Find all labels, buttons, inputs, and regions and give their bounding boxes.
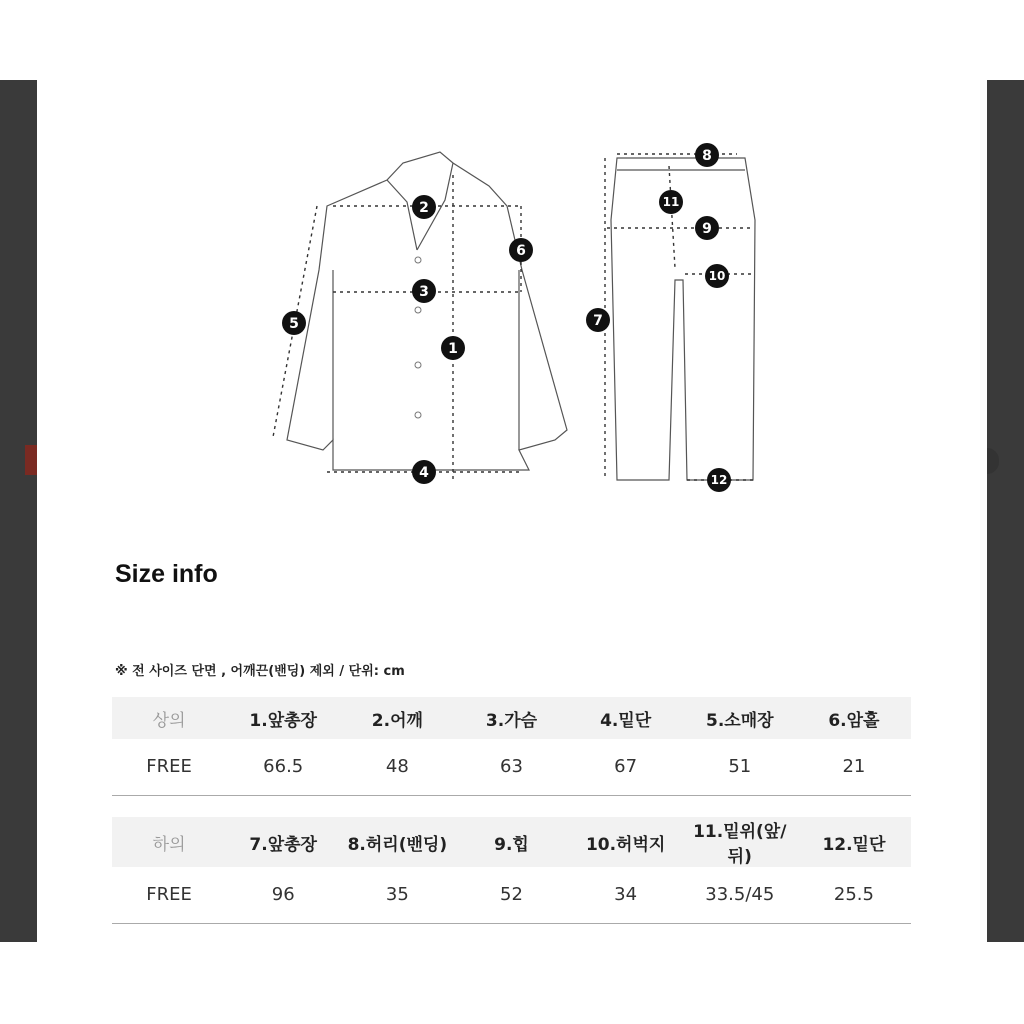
marker-5	[282, 311, 306, 335]
column-header: 2.어깨	[340, 697, 454, 739]
svg-text:3: 3	[419, 284, 429, 300]
svg-text:11: 11	[662, 195, 680, 209]
category-label-top: 상의	[112, 697, 226, 739]
marker-9	[695, 216, 719, 240]
shirt-button	[415, 257, 421, 263]
column-header: 10.허벅지	[569, 817, 683, 867]
bottom-size-table	[112, 817, 911, 924]
svg-text:4: 4	[419, 465, 429, 481]
svg-text:5: 5	[289, 316, 299, 332]
svg-text:7: 7	[593, 313, 603, 329]
size-label: FREE	[112, 867, 226, 923]
table-row	[112, 739, 911, 795]
column-header: 8.허리(밴딩)	[340, 817, 454, 867]
column-header: 7.앞총장	[226, 817, 340, 867]
measurement-note: ※ 전 사이즈 단면 , 어깨끈(밴딩) 제외 / 단위: cm	[115, 664, 405, 679]
table-cell: 48	[340, 739, 454, 795]
marker-6	[509, 238, 533, 262]
table-cell: 35	[340, 867, 454, 923]
column-header: 4.밑단	[569, 697, 683, 739]
marker-11	[659, 190, 683, 214]
table-cell: 51	[683, 739, 797, 795]
table-cell: 67	[569, 739, 683, 795]
table-cell: 33.5/45	[683, 867, 797, 923]
svg-text:8: 8	[702, 148, 712, 164]
marker-7	[586, 308, 610, 332]
marker-3	[412, 279, 436, 303]
column-header: 11.밑위(앞/뒤)	[683, 817, 797, 867]
shirt-button	[415, 307, 421, 313]
svg-text:12: 12	[710, 473, 728, 487]
table-cell: 21	[797, 739, 911, 795]
svg-text:6: 6	[516, 243, 526, 259]
table-cell: 52	[454, 867, 568, 923]
marker-10	[705, 264, 729, 288]
top-size-table	[112, 697, 911, 796]
column-header: 3.가슴	[454, 697, 568, 739]
right-backdrop	[987, 80, 1024, 942]
column-header: 12.밑단	[797, 817, 911, 867]
column-header: 6.암홀	[797, 697, 911, 739]
marker-4	[412, 460, 436, 484]
marker-1	[441, 336, 465, 360]
backdrop-edge	[987, 448, 999, 474]
table-header-row	[112, 697, 911, 739]
table-cell: 34	[569, 867, 683, 923]
left-backdrop	[0, 80, 37, 942]
table-cell: 25.5	[797, 867, 911, 923]
svg-text:1: 1	[448, 341, 458, 357]
size-label: FREE	[112, 739, 226, 795]
svg-text:9: 9	[702, 221, 712, 237]
marker-12	[707, 468, 731, 492]
svg-text:10: 10	[708, 269, 726, 283]
size-info-title: Size info	[115, 560, 218, 588]
pants-outline	[611, 158, 755, 480]
marker-8	[695, 143, 719, 167]
table-cell: 66.5	[226, 739, 340, 795]
shirt-button	[415, 412, 421, 418]
garment-measurement-diagram	[267, 140, 807, 500]
table-cell: 96	[226, 867, 340, 923]
column-header: 9.힙	[454, 817, 568, 867]
svg-text:2: 2	[419, 200, 429, 216]
size-guide-panel	[37, 80, 987, 942]
column-header: 1.앞총장	[226, 697, 340, 739]
category-label-bottom: 하의	[112, 817, 226, 867]
shirt-button	[415, 362, 421, 368]
marker-2	[412, 195, 436, 219]
table-cell: 63	[454, 739, 568, 795]
dim-line-rise	[669, 166, 675, 268]
column-header: 5.소매장	[683, 697, 797, 739]
table-header-row	[112, 817, 911, 867]
backdrop-edge	[25, 445, 37, 475]
table-row	[112, 867, 911, 923]
